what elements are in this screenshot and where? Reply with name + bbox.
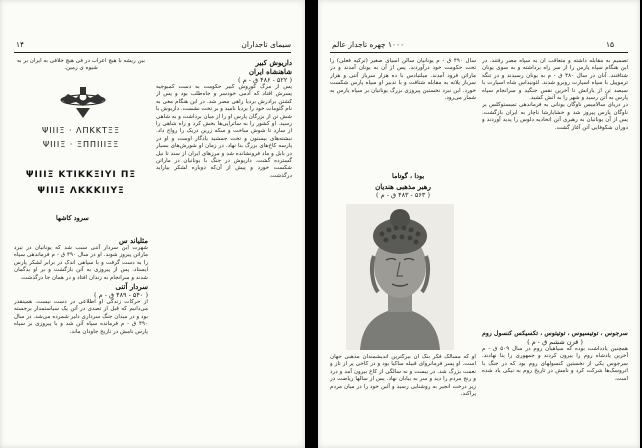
section-3-heading: سردار آتنی [115,282,148,292]
col-left-top-text: سال ۴۹۰ ق - م یونانیان سالن آسیای صغیر (ترکیه فعلی) را تحت حکومت خود درآوردند. پس از آن به یونان آمدند و در ماراتن فرود آمدند. میلتیادس با ده هزار سرباز آتنی و هزار سرباز پلاته به مقابله شتافت و با تدبیر او سپاه پارس شکست خورد. این نبرد نخستین پیروزی بزرگ یونانیان بر سپاه پارس به شمار می‌رود. [330,58,476,102]
section-2-heading: مثلیاند س [118,236,148,245]
section-1-text: پس از مرگ کوروش کبیر حکومت به دست کمبوجیه پسرش افتاد که آدمی خودسر و جاه‌طلب بود و پس از کشتن برادرش بردیا راهی مصر شد. در این هنگام مغی به نام گئومات خود را بردیا نامید و بر تخت نشست. داریوش با شش تن از بزرگان پارس او را از میان برداشت و به شاهی رسید. او کشور را به ساتراپی‌ها بخش کرد و راه شاهی را از سارد تا شوش ساخت و سکه زرین دریک را رواج داد. نبشته‌های بیستون و تخت جمشید یادگار اوست و او در پارسه کاخ‌های بزرگ بنا نهاد. در زمان او شورش‌های بسیار در بابل و ماد فرونشانده شد و مرزهای ایران از سند تا نیل گسترده گشت. داریوش در جنگ با یونانیان در ماراتن شکست خورد و پیش از آن‌که دوباره لشکر بیاراید درگذشت. [156,84,292,179]
buddha-bust-image [346,204,454,350]
inscription-line-4: ΨΙΙΙΞ ΛΚΚΚΙΙΥΞ [37,186,125,196]
right-running-title: ۱۰۰۰ چهره تاجدار عالم [332,40,405,49]
buddha-section-header [330,182,476,204]
section-3-dates: ( ۵۴۰ - ۴۸۹ ق - م ) [94,291,148,300]
right-page-right-column-bottom [482,330,628,442]
col-right-text-1: تصمیم به مقابله داشته و متعاقب آن به سپاه مصر رفتند. در این هنگام سپاه پارس را از سر راه برداشته و به سوی یونان شتافتند. آنان در سال ۴۸۰ ق - م به یونان رسیدند و در تنگه ترموپیل با سپاه اسپارت روبرو شدند. لئونیداس شاه اسپارت با سیصد تن از یارانش تا آخرین نفس جنگید و سرانجام سپاه پارس به آتن رسید و شهر را به آتش کشید. [482,58,628,102]
left-running-title: سیمای تاجداران [241,40,291,49]
inscription-line-2: ΨΙΙΙΞ · ΞΠΠΙΙΙΞΞ [42,140,120,149]
buddha-dates: ( ۵۶۳ - ۴۸۳ ق - م ) [376,191,430,199]
buddha-heading: رهبر مذهبی هندیان [375,182,431,191]
left-page-right-column [156,58,292,438]
section-2-text: شهرت این سردار آتنی سبب شد که یونانیان در نبرد ماراتن پیروز شوند. او در سال ۴۹۰ ق - م فرماندهی سپاه را به دست گرفت و با سپاهی اندک در برابر لشکر پارس ایستاد. پس از پیروزی به آتن بازگشت و بر او بدگمان شدند و سرانجام به زندان افتاد و در همان جا درگذشت. [14,245,148,281]
left-header-rule [14,52,291,53]
section-1-heading: داریوش کبیر [255,58,292,67]
intro-paragraph: بین ریشه با هیچ اعراب در فی هیچ خلافی به ایران بر به شیوه ی زمین. [17,58,145,72]
section-3-text: از حرکات زندگی او اطلاعی در دست نیست. همینقدر می‌دانیم که قبل از تصدی در آتن یک سیاستمدار برجسته بود و در میدان جنگ سرداری دلیر شمرده می‌شد. در سال ۴۹۰ ق - م فرمانده سپاه آتن شد و با پیروزی بر سپاه پارس نامش در تاریخ جاودان ماند. [14,299,148,335]
col-left-bottom-text: او که مسالک فکر بنگ آن بیرگترین اندیشمندان مذهبی جهان است. او پسر فرمانروای قبیله ساکیا بود و در کاخی پر از ناز و نعمت بزرگ شد. در بیست و نه سالگی از کاخ بیرون آمد و درد و رنج مردم را دید و سر به بیابان نهاد. پس از سالها ریاضت در زیر درخت انجیر به روشنایی رسید و آئین خود را در میان مردم پراکند. [330,354,476,398]
left-page-left-column [14,236,148,441]
col-right-text-3: همچنین یادداشت بوده که سپاهیان روم در سال ۵۰۹ ق - م آخرین پادشاه روم را بیرون کردند و جمهوری را بنا نهادند. سرجوس یکی از نخستین کنسولهای روم بود که در جنگ با اتروسک‌ها شرکت کرد و نامش در تاریخ روم به نیکی یاد شده است. [482,346,628,382]
right-page-right-column-top [482,58,628,328]
left-page [0,0,305,448]
section-1-subheading: شاهنشاه ایران [248,67,292,76]
right-page-left-column-top [330,58,476,170]
consul-heading: سرجوس ، توتیسیوس ، توتیتوس ، تکسیکس کنسول روم [482,330,628,337]
right-page-left-column-bottom [330,354,476,442]
inscription-line-3: ΨΙΙΙΞ ΚΤΙΚΚΞΙΥΙ ΠΞ [25,170,137,180]
faravahar-symbol [58,84,108,120]
intro-text [14,58,148,84]
inscription-line-1: ΨΙΙΙΞ · ΛΠΚΚΤΞΞ [41,126,121,135]
inscription-caption: سرود کاشها [56,214,89,222]
left-page-number: ۱۴ [16,40,25,49]
section-1-dates: ( ۵۲۲ - ۴۸۶ ق - م ) [238,76,292,84]
consul-dates: ( قرن ششم ق - م ) [527,338,583,346]
buddha-caption: بودا ، گوتاما [392,172,425,180]
right-header-rule [330,52,628,53]
right-page [318,0,640,448]
col-right-text-2: در دریای سالامیس ناوگان یونانی به فرماندهی تمیستوکلس بر ناوگان پارس پیروز شد و خشایارشا ناچار به ایران بازگشت. پس از آن یونانیان به رهبری آتن اتحادیه دلوس را پدید آوردند و دوران شکوفایی آتن آغاز گشت. [482,102,628,131]
right-page-number: ۱۵ [605,40,614,49]
